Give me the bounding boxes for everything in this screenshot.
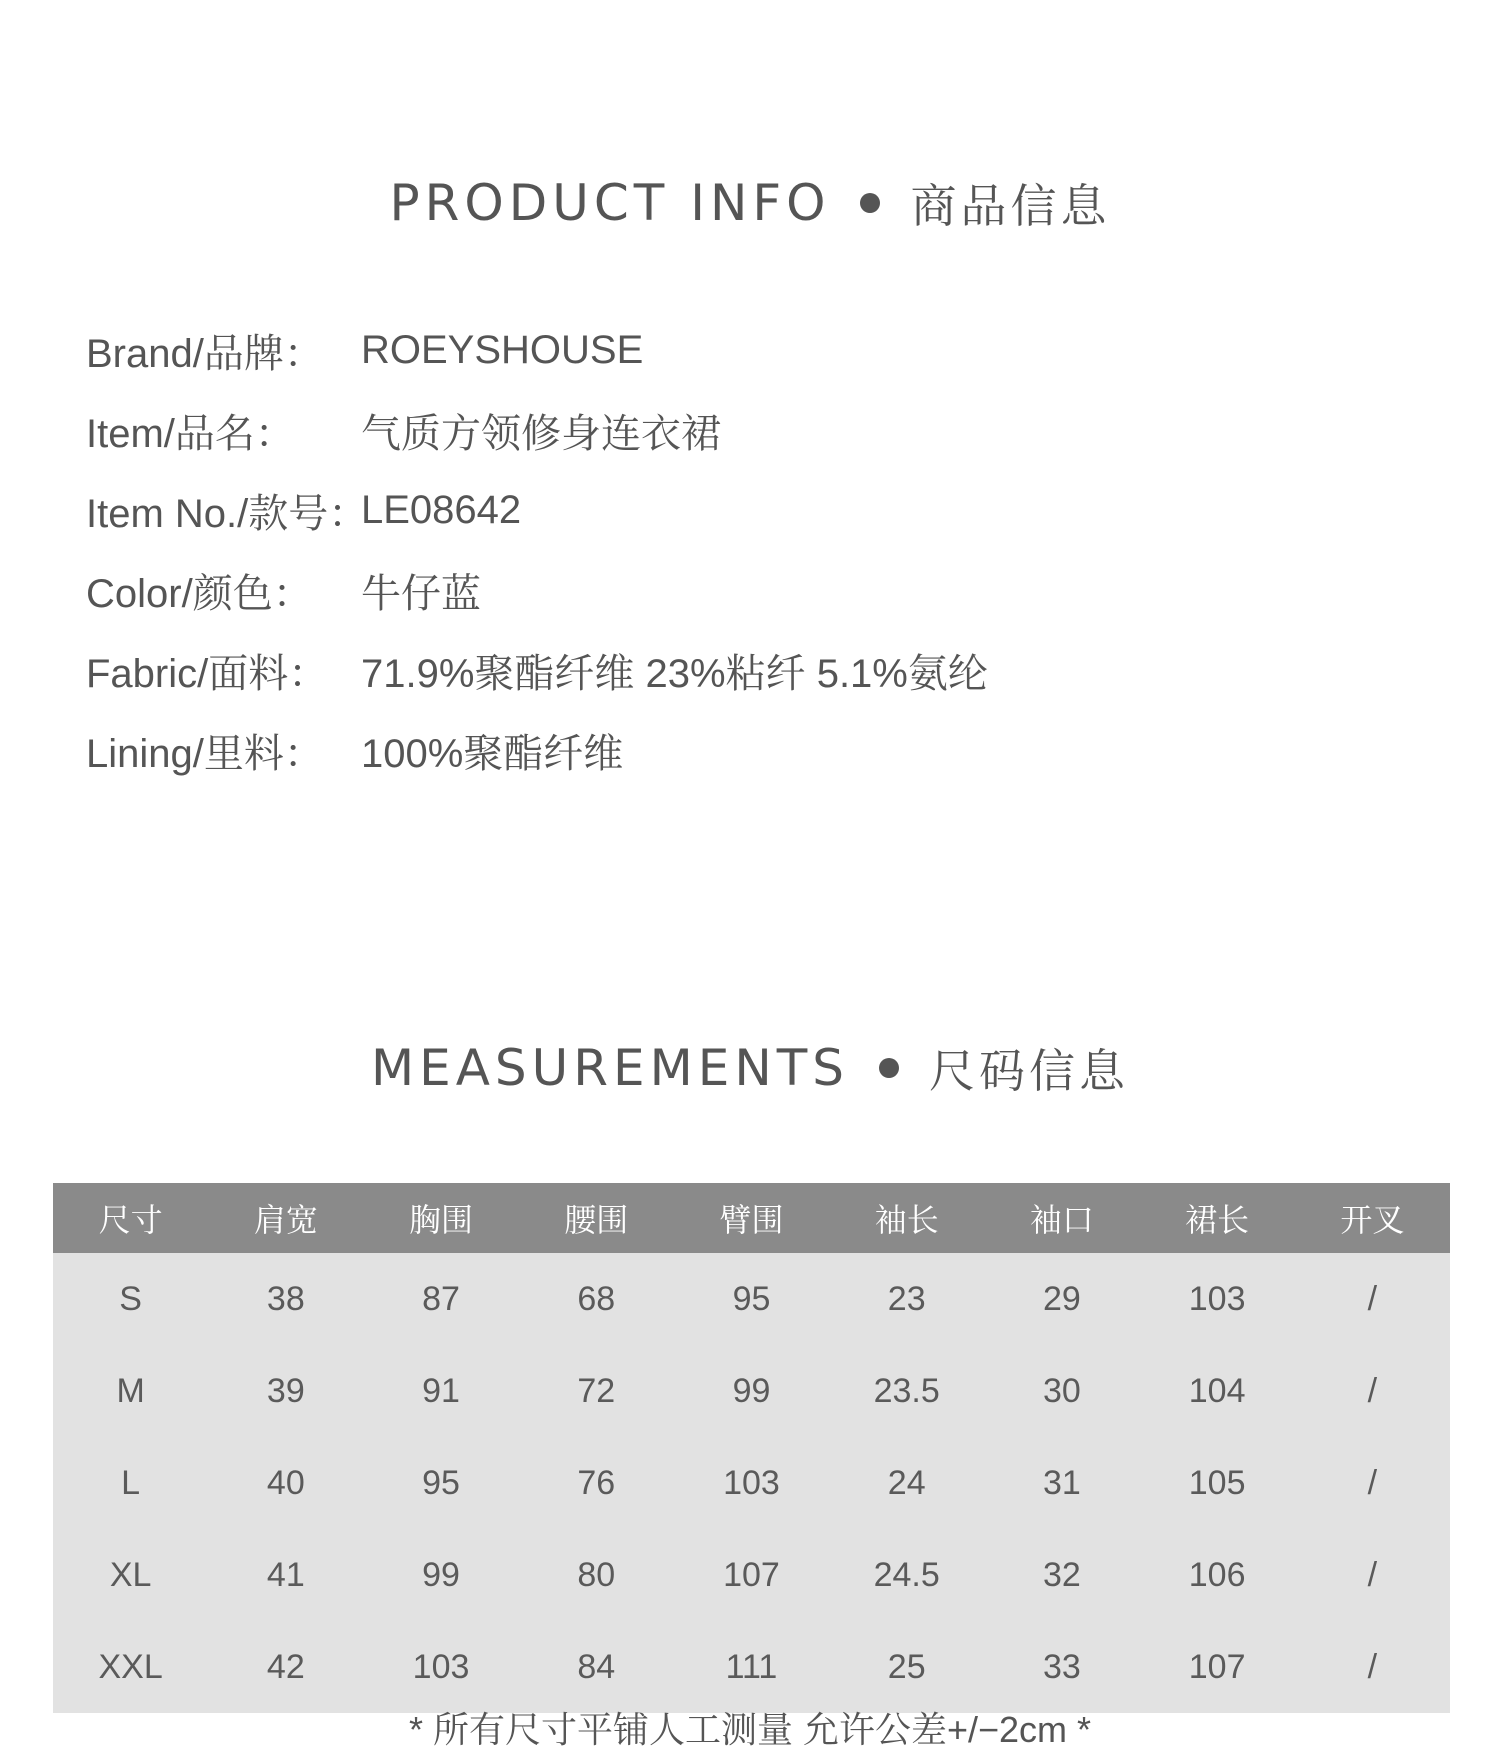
column-header: 腰围 — [519, 1183, 674, 1253]
table-cell: 107 — [1140, 1621, 1295, 1713]
size-table — [53, 1183, 1450, 1713]
table-cell: 99 — [363, 1529, 518, 1621]
info-label: Brand/品牌： — [86, 331, 324, 376]
info-row-brand — [86, 310, 988, 390]
table-cell: 107 — [674, 1529, 829, 1621]
table-cell: 111 — [674, 1621, 829, 1713]
table-cell: 95 — [363, 1437, 518, 1529]
bullet-dot-icon — [879, 1058, 899, 1078]
column-header: 开叉 — [1295, 1183, 1450, 1253]
table-cell: 68 — [519, 1253, 674, 1345]
table-cell: 103 — [1140, 1253, 1295, 1345]
column-header: 裙长 — [1140, 1183, 1295, 1253]
bullet-dot-icon — [860, 193, 880, 213]
table-cell: 33 — [984, 1621, 1139, 1713]
table-cell: 25 — [829, 1621, 984, 1713]
table-cell: / — [1295, 1345, 1450, 1437]
measurements-title-zh: 尺码信息 — [929, 1045, 1130, 1097]
info-value: 71.9%聚酯纤维 23%粘纤 5.1%氨纶 — [361, 651, 988, 696]
table-header-row — [53, 1183, 1450, 1253]
product-info-title — [0, 170, 1500, 236]
table-cell: 29 — [984, 1253, 1139, 1345]
column-header: 臂围 — [674, 1183, 829, 1253]
info-label: Item No./款号： — [86, 491, 369, 536]
product-info-title-zh: 商品信息 — [910, 180, 1111, 232]
measurements-title — [0, 1035, 1500, 1101]
table-cell: / — [1295, 1529, 1450, 1621]
table-cell: 106 — [1140, 1529, 1295, 1621]
table-cell: 72 — [519, 1345, 674, 1437]
table-cell: 40 — [208, 1437, 363, 1529]
info-row-item-no — [86, 470, 988, 550]
table-cell: 39 — [208, 1345, 363, 1437]
table-cell: 24.5 — [829, 1529, 984, 1621]
table-cell: 31 — [984, 1437, 1139, 1529]
column-header: 肩宽 — [208, 1183, 363, 1253]
table-cell: 38 — [208, 1253, 363, 1345]
table-cell: 32 — [984, 1529, 1139, 1621]
info-row-color — [86, 550, 988, 630]
column-header: 胸围 — [363, 1183, 518, 1253]
table-cell: 23 — [829, 1253, 984, 1345]
table-cell: S — [53, 1253, 208, 1345]
table-cell: L — [53, 1437, 208, 1529]
column-header: 袖长 — [829, 1183, 984, 1253]
info-label: Lining/里料： — [86, 731, 324, 776]
tolerance-footnote: * 所有尺寸平铺人工测量 允许公差+/−2cm * — [408, 1709, 1092, 1750]
table-row — [53, 1253, 1450, 1345]
table-cell: 104 — [1140, 1345, 1295, 1437]
table-cell: 87 — [363, 1253, 518, 1345]
table-cell: 42 — [208, 1621, 363, 1713]
table-cell: XL — [53, 1529, 208, 1621]
table-cell: XXL — [53, 1621, 208, 1713]
info-value: LE08642 — [361, 487, 522, 532]
table-cell: 103 — [363, 1621, 518, 1713]
table-cell: M — [53, 1345, 208, 1437]
table-cell: 105 — [1140, 1437, 1295, 1529]
table-row — [53, 1437, 1450, 1529]
info-row-lining — [86, 710, 988, 790]
info-label: Color/颜色： — [86, 571, 313, 616]
table-cell: 23.5 — [829, 1345, 984, 1437]
info-row-item — [86, 390, 988, 470]
column-header: 袖口 — [984, 1183, 1139, 1253]
product-info-list — [86, 310, 988, 790]
table-cell: 84 — [519, 1621, 674, 1713]
table-cell: 91 — [363, 1345, 518, 1437]
info-label: Item/品名： — [86, 411, 295, 456]
table-cell: 24 — [829, 1437, 984, 1529]
table-row — [53, 1529, 1450, 1621]
info-label: Fabric/面料： — [86, 651, 329, 696]
table-cell: / — [1295, 1253, 1450, 1345]
table-cell: 95 — [674, 1253, 829, 1345]
measurements-title-en: MEASUREMENTS — [370, 1039, 850, 1097]
table-row — [53, 1345, 1450, 1437]
product-info-title-en: PRODUCT INFO — [389, 174, 831, 232]
table-cell: / — [1295, 1621, 1450, 1713]
info-row-fabric — [86, 630, 988, 710]
table-cell: 30 — [984, 1345, 1139, 1437]
table-cell: 80 — [519, 1529, 674, 1621]
table-cell: 103 — [674, 1437, 829, 1529]
table-cell: / — [1295, 1437, 1450, 1529]
info-value: 100%聚酯纤维 — [361, 731, 624, 776]
info-value: 气质方领修身连衣裙 — [361, 411, 721, 456]
table-cell: 41 — [208, 1529, 363, 1621]
table-row — [53, 1621, 1450, 1713]
info-value: 牛仔蓝 — [361, 571, 481, 616]
table-cell: 99 — [674, 1345, 829, 1437]
table-cell: 76 — [519, 1437, 674, 1529]
info-value: ROEYSHOUSE — [361, 327, 644, 372]
column-header: 尺寸 — [53, 1183, 208, 1253]
